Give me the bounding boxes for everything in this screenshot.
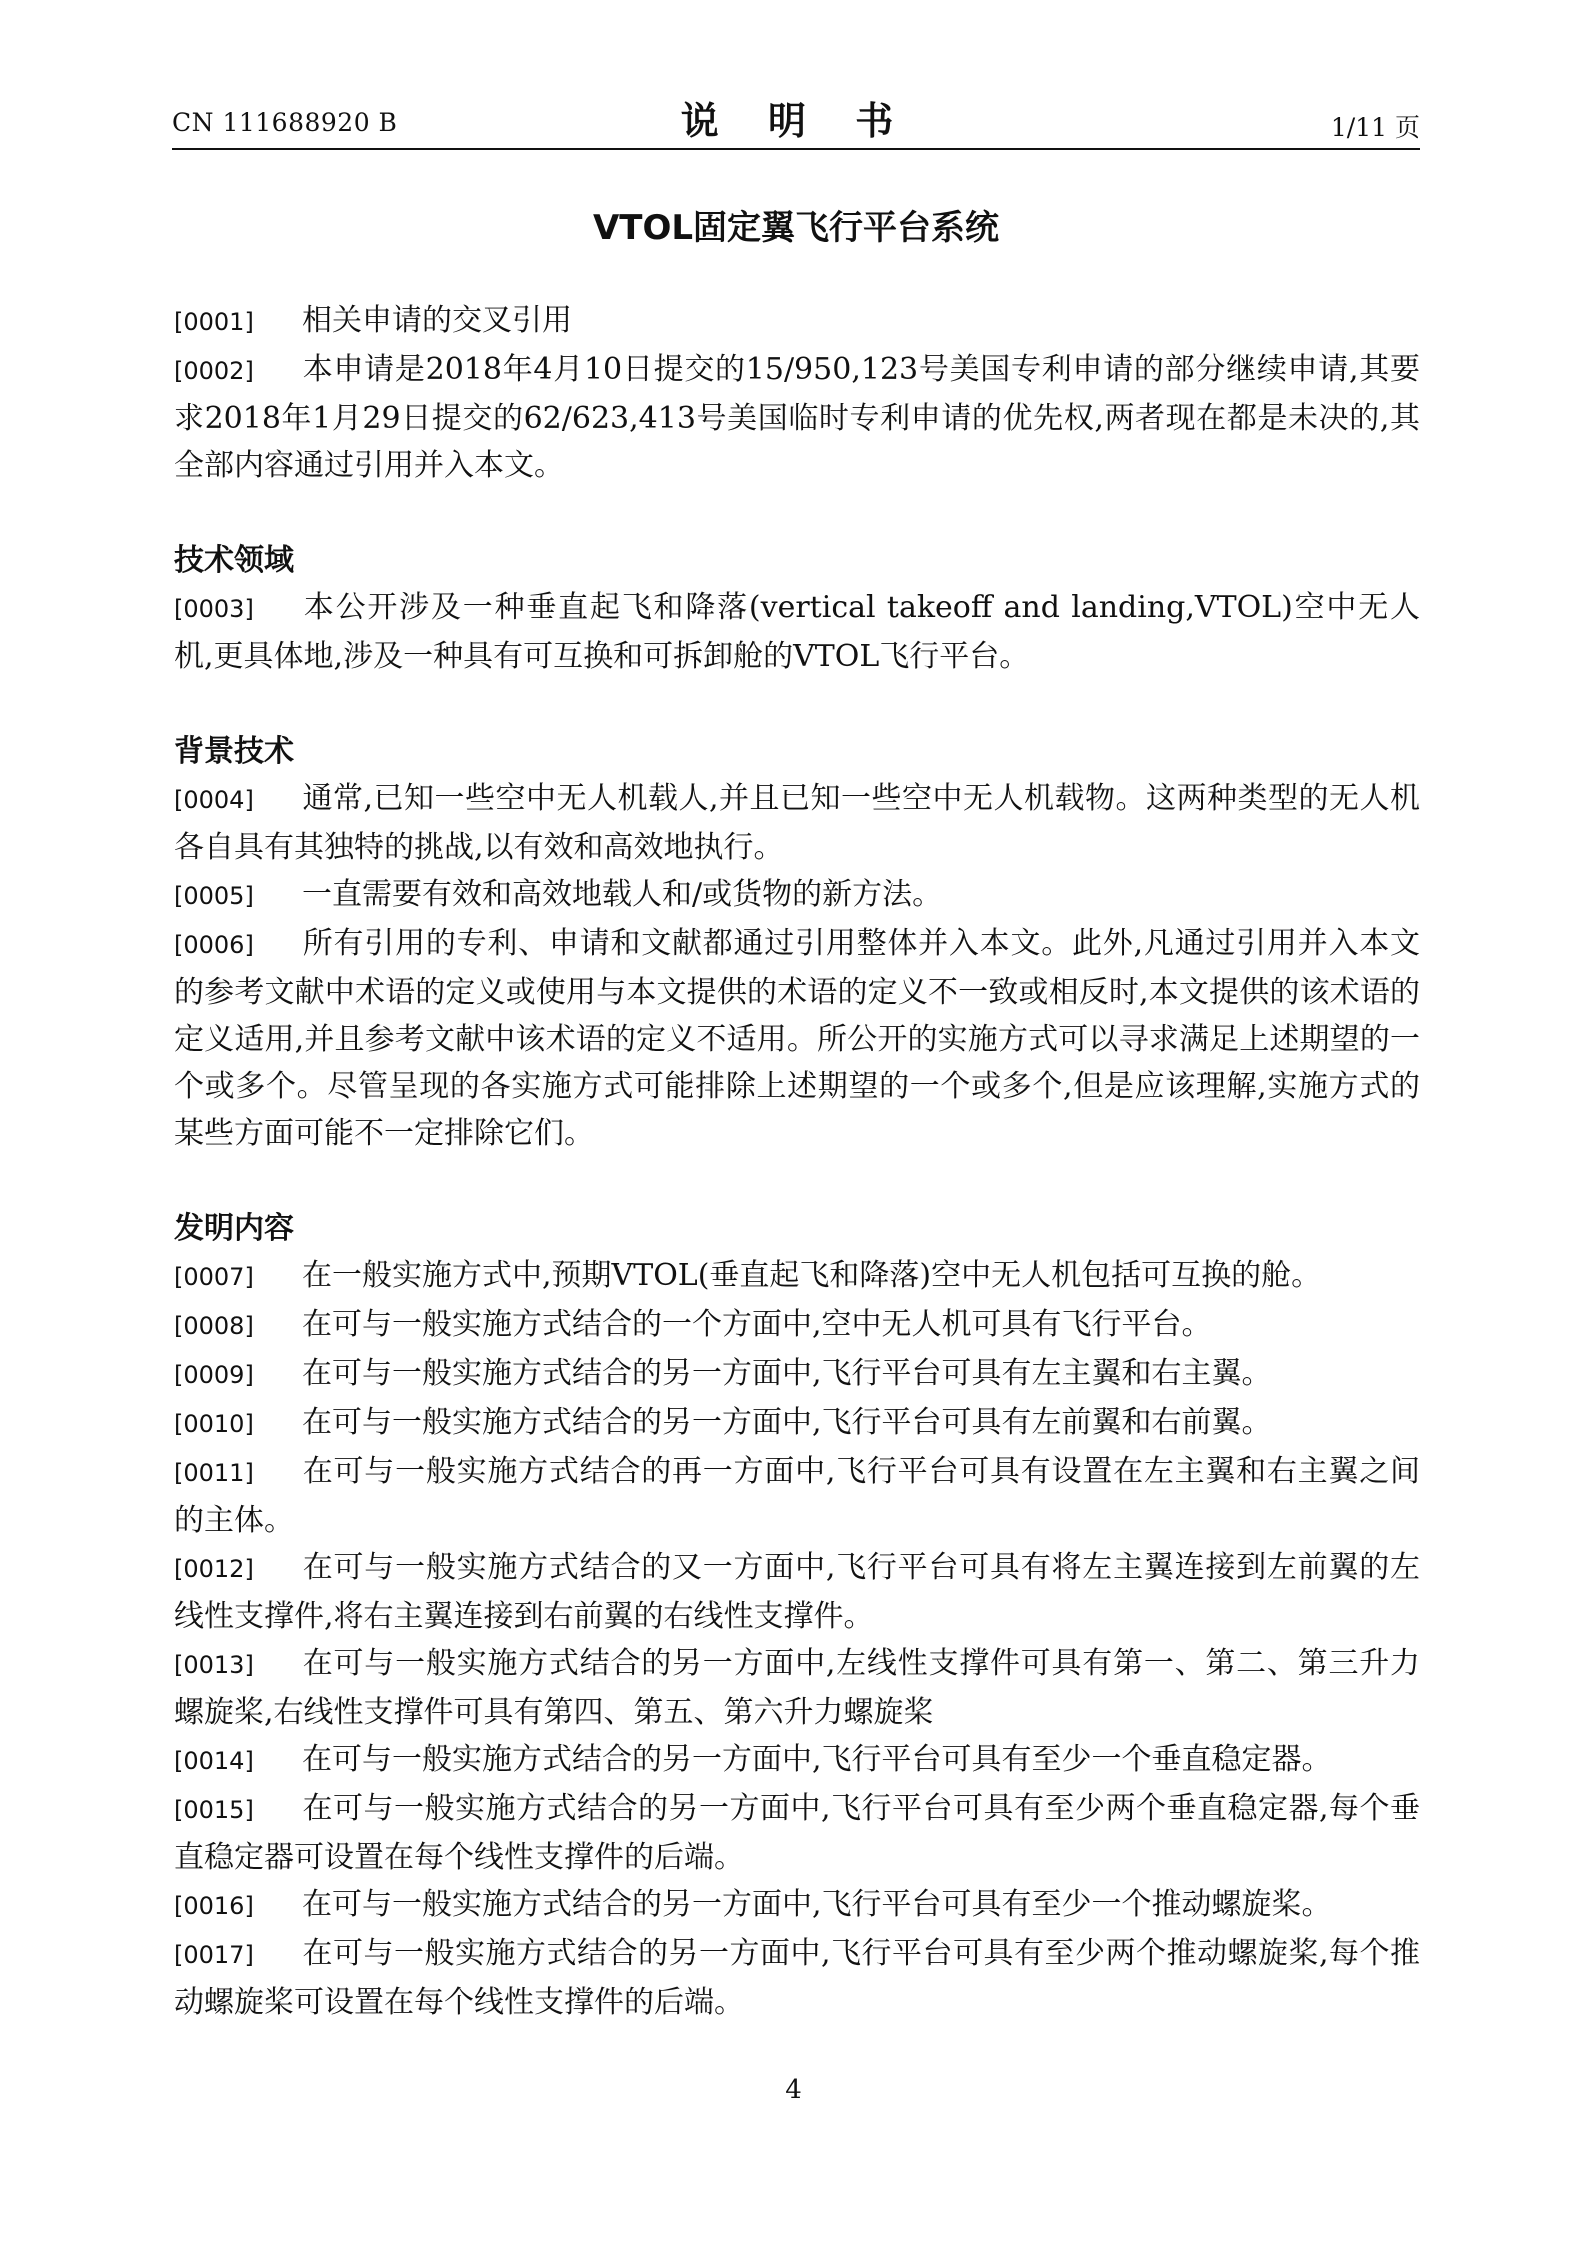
paragraph-text: 在可与一般实施方式结合的一个方面中,空中无人机可具有飞行平台。: [302, 1307, 1212, 1342]
paragraph: [174, 1544, 1420, 1640]
paragraph: [174, 1785, 1420, 1881]
document-body: [174, 297, 1420, 2026]
paragraph-number: [0011]: [174, 1459, 254, 1487]
paragraph-number: [0017]: [174, 1941, 254, 1969]
paragraph: [174, 1350, 1420, 1399]
paragraph-number: [0013]: [174, 1651, 254, 1679]
paragraph-number: [0003]: [174, 595, 254, 623]
section-heading: 发明内容: [174, 1211, 294, 1246]
paragraph-number: [0005]: [174, 882, 254, 910]
page-header: [172, 88, 1420, 150]
paragraph: [174, 346, 1420, 489]
paragraph-text: 通常,已知一些空中无人机载人,并且已知一些空中无人机载物。这两种类型的无人机各自具有其独特的挑战,以有效和高效地执行。: [174, 781, 1420, 865]
paragraph-number: [0012]: [174, 1555, 254, 1583]
paragraph-number: [0014]: [174, 1747, 254, 1775]
paragraph-text: 在可与一般实施方式结合的另一方面中,左线性支撑件可具有第一、第二、第三升力螺旋桨,右线性支撑件可具有第四、第五、第六升力螺旋桨: [174, 1646, 1420, 1730]
paragraph: [174, 1448, 1420, 1544]
paragraph-text: 本公开涉及一种垂直起飞和降落(vertical takeoff and landing,VTOL)空中无人机,更具体地,涉及一种具有可互换和可拆卸舱的VTOL飞行平台。: [174, 590, 1420, 674]
paragraph-text: 本申请是2018年4月10日提交的15/950,123号美国专利申请的部分继续申请,其要求2018年1月29日提交的62/623,413号美国临时专利申请的优先权,两者现在都是未决的,其全部内容通过引用并入本文。: [174, 352, 1420, 483]
paragraph: [174, 1301, 1420, 1350]
paragraph-number: [0007]: [174, 1263, 254, 1291]
paragraph-number: [0006]: [174, 931, 254, 959]
section-gap: [174, 680, 1420, 728]
section-heading: 技术领域: [174, 543, 294, 578]
paragraph-number: [0010]: [174, 1410, 254, 1438]
paragraph-text: 在可与一般实施方式结合的另一方面中,飞行平台可具有左主翼和右主翼。: [302, 1356, 1272, 1391]
paragraph: [174, 1252, 1420, 1301]
paragraph: [174, 1640, 1420, 1736]
paragraph: [174, 871, 1420, 920]
paragraph-number: [0015]: [174, 1796, 254, 1824]
paragraph-text: 在可与一般实施方式结合的另一方面中,飞行平台可具有至少两个垂直稳定器,每个垂直稳定器可设置在每个线性支撑件的后端。: [174, 1791, 1420, 1875]
paragraph: [174, 1930, 1420, 2026]
paragraph-number: [0009]: [174, 1361, 254, 1389]
paragraph-number: [0001]: [174, 308, 254, 336]
paragraph-text: 所有引用的专利、申请和文献都通过引用整体并入本文。此外,凡通过引用并入本文的参考文献中术语的定义或使用与本文提供的术语的定义不一致或相反时,本文提供的该术语的定义适用,并且参考文献中该术语的定义不适用。所公开的实施方式可以寻求满足上述期望的一个或多个。尽管呈现的各实施方式可能排除上述期望的一个或多个,但是应该理解,实施方式的某些方面可能不一定排除它们。: [174, 926, 1420, 1151]
paragraph-text: 在一般实施方式中,预期VTOL(垂直起飞和降落)空中无人机包括可互换的舱。: [302, 1258, 1322, 1293]
section-heading: 背景技术: [174, 734, 294, 769]
paragraph-text: 一直需要有效和高效地载人和/或货物的新方法。: [302, 877, 943, 912]
section-gap: [174, 489, 1420, 537]
paragraph: [174, 297, 1420, 346]
paragraph-text: 相关申请的交叉引用: [302, 303, 572, 338]
paragraph: [174, 1881, 1420, 1930]
paragraph-text: 在可与一般实施方式结合的另一方面中,飞行平台可具有至少一个推动螺旋桨。: [302, 1887, 1332, 1922]
paragraph-text: 在可与一般实施方式结合的另一方面中,飞行平台可具有左前翼和右前翼。: [302, 1405, 1272, 1440]
page-number: 4: [785, 2075, 802, 2105]
paragraph-number: [0008]: [174, 1312, 254, 1340]
paragraph-number: [0004]: [174, 786, 254, 814]
paragraph: [174, 584, 1420, 680]
document-title: VTOL固定翼飞行平台系统: [592, 208, 1000, 248]
paragraph-number: [0016]: [174, 1892, 254, 1920]
page-indicator: 1/11 页: [1330, 113, 1420, 142]
paragraph: [174, 775, 1420, 871]
paragraph: [174, 920, 1420, 1157]
paragraph-text: 在可与一般实施方式结合的另一方面中,飞行平台可具有至少一个垂直稳定器。: [302, 1742, 1332, 1777]
patent-number: CN 111688920 B: [172, 108, 398, 137]
paragraph-text: 在可与一般实施方式结合的另一方面中,飞行平台可具有至少两个推动螺旋桨,每个推动螺旋桨可设置在每个线性支撑件的后端。: [174, 1936, 1420, 2020]
document-type: 说 明 书: [680, 99, 912, 143]
paragraph-number: [0002]: [174, 357, 254, 385]
paragraph: [174, 1736, 1420, 1785]
paragraph-text: 在可与一般实施方式结合的再一方面中,飞行平台可具有设置在左主翼和右主翼之间的主体。: [174, 1454, 1420, 1538]
section-gap: [174, 1157, 1420, 1205]
paragraph: [174, 1399, 1420, 1448]
paragraph-text: 在可与一般实施方式结合的又一方面中,飞行平台可具有将左主翼连接到左前翼的左线性支撑件,将右主翼连接到右前翼的右线性支撑件。: [174, 1550, 1420, 1634]
